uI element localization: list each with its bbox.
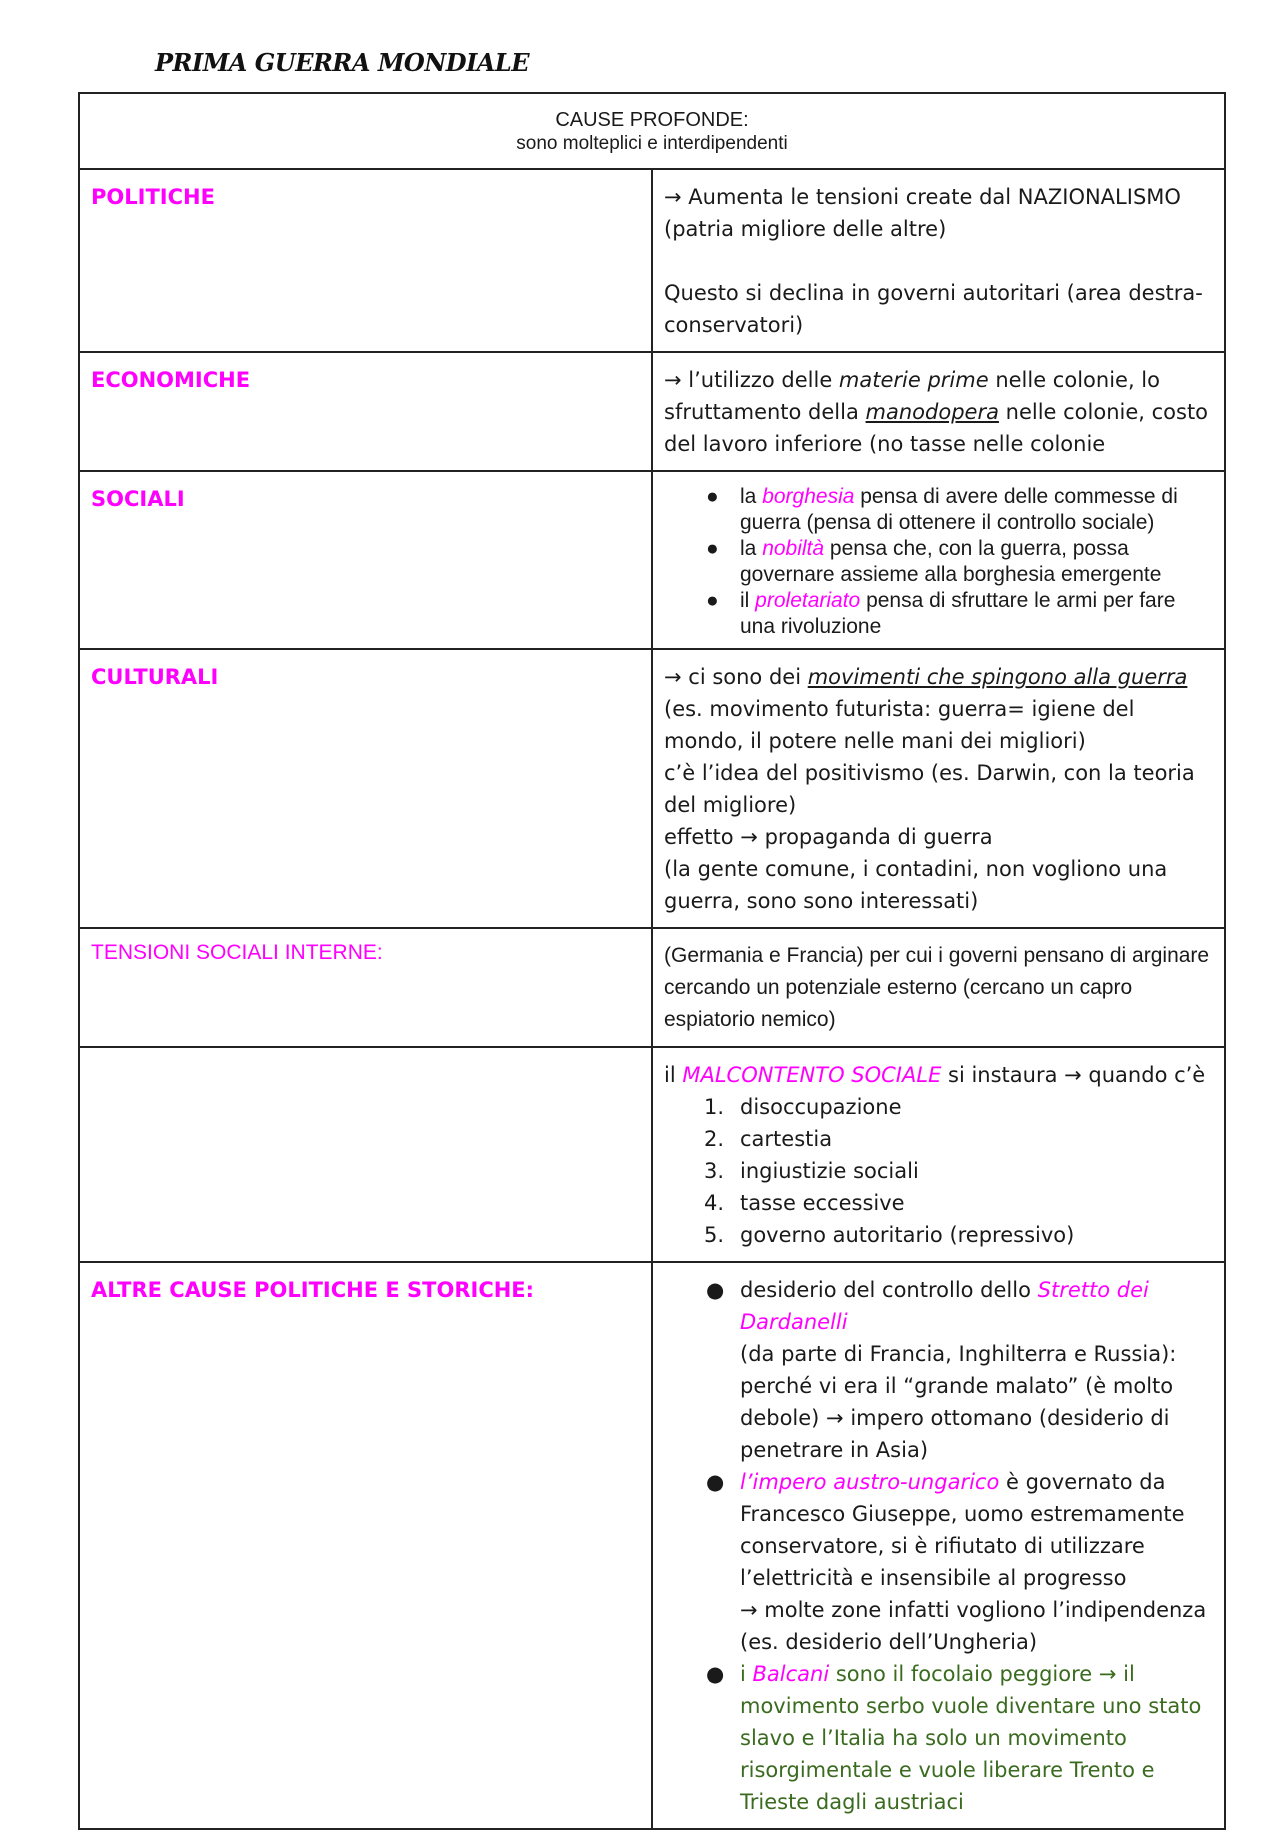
tensioni-text: (Germania e Francia) per cui i governi pensano di arginare cercando un potenziale esterno (cercano un capro espiatorio nemico) bbox=[664, 944, 1210, 1031]
content-cell bbox=[652, 1262, 1225, 1829]
text-line: (da parte di Francia, Inghilterra e Russia): bbox=[740, 1342, 1177, 1366]
list-text: disoccupazione bbox=[740, 1095, 902, 1119]
list-item bbox=[664, 1123, 1213, 1155]
list-item bbox=[664, 588, 1213, 640]
page-title: PRIMA GUERRA MONDIALE bbox=[155, 48, 530, 77]
text-span: → l’utilizzo delle bbox=[664, 368, 839, 392]
table-header-cell bbox=[79, 93, 1225, 169]
text-span: nelle colonie, lo sfruttamento della bbox=[664, 368, 1160, 424]
bullet-icon: ● bbox=[706, 537, 719, 560]
list-text: ingiustizie sociali bbox=[740, 1159, 919, 1183]
row-label-altre-cause: ALTRE CAUSE POLITICHE E STORICHE: bbox=[91, 1278, 535, 1302]
list-text: governo autoritario (repressivo) bbox=[740, 1223, 1075, 1247]
table-row-economiche bbox=[79, 352, 1225, 471]
text-span: la bbox=[740, 537, 763, 560]
label-cell bbox=[79, 1262, 652, 1829]
nobilta-term: nobiltà bbox=[762, 537, 825, 560]
bullet-icon: ● bbox=[706, 1662, 725, 1686]
label-cell bbox=[79, 928, 652, 1047]
row-label-politiche: POLITICHE bbox=[91, 185, 215, 209]
text-span: il bbox=[664, 1063, 683, 1087]
list-item bbox=[664, 1091, 1213, 1123]
sociali-list bbox=[664, 484, 1213, 640]
text-line: → molte zone infatti vogliono l’indipendenza (es. desiderio dell’Ungheria) bbox=[740, 1598, 1207, 1654]
text-span: si instaura → quando c’è bbox=[941, 1063, 1206, 1087]
bullet-icon: ● bbox=[706, 1278, 725, 1302]
content-cell bbox=[652, 471, 1225, 649]
impero-term: l’impero austro-ungarico bbox=[740, 1470, 1000, 1494]
text-span: la bbox=[740, 485, 763, 508]
causes-table bbox=[78, 92, 1226, 1830]
malcontento-intro bbox=[664, 1059, 1213, 1091]
table-row-malcontento bbox=[79, 1047, 1225, 1262]
text-span: sono il focolaio peggiore → il movimento serbo vuole diventare uno stato slavo e l’Italia ha solo un movimento risorgimentale e vuole liberare Trento e Trieste dagli austriaci bbox=[740, 1662, 1202, 1814]
borghesia-term: borghesia bbox=[762, 485, 855, 508]
content-cell bbox=[652, 169, 1225, 352]
balcani-term: Balcani bbox=[752, 1662, 830, 1686]
list-number: 4. bbox=[704, 1191, 725, 1215]
label-cell bbox=[79, 471, 652, 649]
table-row-politiche bbox=[79, 169, 1225, 352]
content-cell bbox=[652, 1047, 1225, 1262]
list-number: 5. bbox=[704, 1223, 725, 1247]
bullet-icon: ● bbox=[706, 589, 719, 612]
text-span: il bbox=[740, 589, 756, 612]
text-span: i bbox=[740, 1662, 753, 1686]
row-label-tensioni: TENSIONI SOCIALI INTERNE: bbox=[91, 941, 383, 964]
list-text: cartestia bbox=[740, 1127, 833, 1151]
text-span: pensa che, con la guerra, possa governare assieme alla borghesia emergente bbox=[740, 537, 1162, 586]
header-title: CAUSE PROFONDE: bbox=[555, 109, 749, 131]
malcontento-term: MALCONTENTO SOCIALE bbox=[682, 1063, 942, 1087]
table-row-sociali bbox=[79, 471, 1225, 649]
list-number: 2. bbox=[704, 1127, 725, 1151]
malcontento-list bbox=[664, 1091, 1213, 1251]
altre-cause-list bbox=[664, 1274, 1213, 1818]
list-item bbox=[664, 536, 1213, 588]
label-cell bbox=[79, 352, 652, 471]
text-span: pensa di avere delle commesse di guerra (pensa di ottenere il controllo sociale) bbox=[740, 485, 1178, 534]
list-number: 1. bbox=[704, 1095, 725, 1119]
politiche-text-1: → Aumenta le tensioni create dal NAZIONALISMO (patria migliore delle altre) bbox=[664, 185, 1181, 241]
table-header-row bbox=[79, 93, 1225, 169]
content-cell bbox=[652, 352, 1225, 471]
list-item bbox=[664, 484, 1213, 536]
manodopera-term: manodopera bbox=[865, 400, 999, 424]
header-subtitle: sono molteplici e interdipendenti bbox=[516, 133, 788, 154]
culturali-line-4: (la gente comune, i contadini, non vogliono una guerra, sono sono interessati) bbox=[664, 857, 1168, 913]
bullet-icon: ● bbox=[706, 1470, 725, 1494]
culturali-line-1 bbox=[664, 661, 1213, 757]
economiche-text bbox=[664, 364, 1213, 460]
content-cell bbox=[652, 928, 1225, 1047]
text-span: desiderio del controllo dello bbox=[740, 1278, 1038, 1302]
list-item bbox=[664, 1466, 1213, 1658]
movimenti-term: movimenti che spingono alla guerra bbox=[807, 665, 1188, 689]
list-item bbox=[664, 1155, 1213, 1187]
list-item bbox=[664, 1187, 1213, 1219]
content-cell bbox=[652, 649, 1225, 928]
materie-prime-term: materie prime bbox=[838, 368, 989, 392]
label-cell bbox=[79, 649, 652, 928]
list-item bbox=[664, 1658, 1213, 1818]
table-row-tensioni bbox=[79, 928, 1225, 1047]
text-span: → ci sono dei bbox=[664, 665, 808, 689]
table-row-culturali bbox=[79, 649, 1225, 928]
row-label-economiche: ECONOMICHE bbox=[91, 368, 251, 392]
proletariato-term: proletariato bbox=[755, 589, 861, 612]
text-line: perché vi era il “grande malato” (è molto debole) → impero ottomano (desiderio di penetrare in Asia) bbox=[740, 1374, 1174, 1462]
table-row-altre-cause bbox=[79, 1262, 1225, 1829]
label-cell bbox=[79, 1047, 652, 1262]
list-item bbox=[664, 1219, 1213, 1251]
row-label-sociali: SOCIALI bbox=[91, 487, 185, 511]
list-number: 3. bbox=[704, 1159, 725, 1183]
row-label-culturali: CULTURALI bbox=[91, 665, 219, 689]
dardanelli-term: Stretto dei Dardanelli bbox=[740, 1278, 1149, 1334]
label-cell bbox=[79, 169, 652, 352]
text-span: è governato da Francesco Giuseppe, uomo estremamente conservatore, si è rifiutato di utilizzare l’elettricità e insensibile al progresso bbox=[740, 1470, 1185, 1590]
bullet-icon: ● bbox=[706, 485, 719, 508]
culturali-line-3: effetto → propaganda di guerra bbox=[664, 825, 993, 849]
list-item bbox=[664, 1274, 1213, 1466]
culturali-line-2: c’è l’idea del positivismo (es. Darwin, con la teoria del migliore) bbox=[664, 761, 1195, 817]
text-span: (es. movimento futurista: guerra= igiene del mondo, il potere nelle mani dei migliori) bbox=[664, 697, 1135, 753]
politiche-text-2: Questo si declina in governi autoritari (area destra-conservatori) bbox=[664, 281, 1203, 337]
list-text: tasse eccessive bbox=[740, 1191, 905, 1215]
text-span: nelle colonie, costo del lavoro inferiore (no tasse nelle colonie bbox=[664, 400, 1209, 456]
text-span: pensa di sfruttare le armi per fare una rivoluzione bbox=[740, 589, 1176, 638]
